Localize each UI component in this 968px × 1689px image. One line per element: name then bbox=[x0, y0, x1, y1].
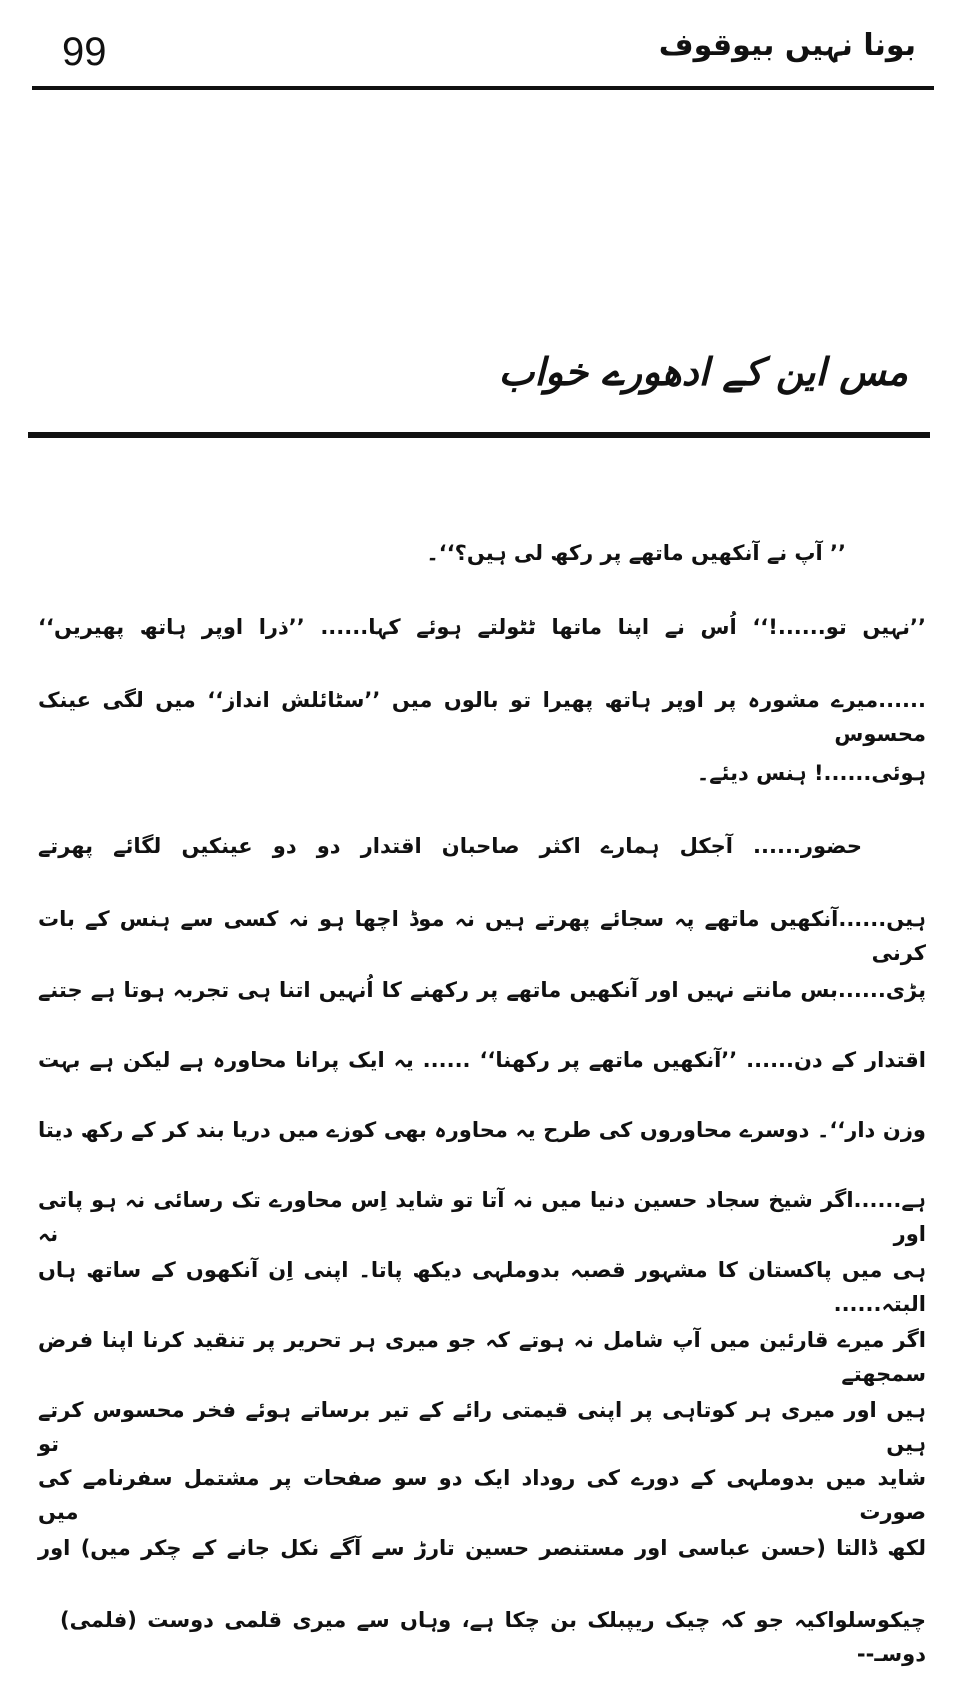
text-line: وزن دار‘‘۔ دوسرے محاوروں کی طرح یہ محاورہ بھی کوزے میں دریا بند کر کے رکھ دیتا bbox=[38, 1118, 926, 1142]
text-line: حضور...... آجکل ہمارے اکثر صاحبان اقتدار دو دو عینکیں لگائے پھرتے bbox=[38, 834, 862, 858]
text-line: اقتدار کے دن...... ’’آنکھیں ماتھے پر رکھنا‘‘ ...... یہ ایک پرانا محاورہ ہے لیکن ہے بہت bbox=[38, 1048, 926, 1072]
page-number: 99 bbox=[62, 30, 107, 74]
text-line: ہے......اگر شیخ سجاد حسین دنیا میں نہ آتا تو شاید اِس محاورے تک رسائی نہ ہو پاتی اور نہ bbox=[38, 1188, 926, 1246]
text-line: ’’نہیں تو......!‘‘ اُس نے اپنا ماتھا ٹٹولتے ہوئے کہا...... ’’ذرا اوپر ہاتھ پھیریں‘‘ bbox=[38, 615, 926, 639]
text-line: اگر میرے قارئین میں آپ شامل نہ ہوتے کہ جو میری ہر تحریر پر تنقید کرنا اپنا فرض سمجھتے bbox=[38, 1328, 926, 1386]
text-line: ہیں......آنکھیں ماتھے پہ سجائے پھرتے ہیں نہ موڈ اچھا ہو نہ کسی سے ہنس کے بات کرنی bbox=[38, 907, 926, 965]
text-line: ہوئی......! ہنس دیئے۔ bbox=[696, 761, 926, 785]
text-line: ’’ آپ نے آنکھیں ماتھے پر رکھ لی ہیں؟‘‘۔ bbox=[426, 541, 846, 565]
header-divider bbox=[32, 86, 934, 90]
running-title: بونا نہیں بیوقوف bbox=[658, 28, 916, 63]
chapter-title-divider bbox=[28, 432, 930, 438]
text-line: چیکوسلواکیہ جو کہ چیک ریپبلک بن چکا ہے، وہاں سے میری قلمی دوست (فلمی) دوسـ-- bbox=[60, 1608, 926, 1666]
text-line: ہی میں پاکستان کا مشہور قصبہ بدوملہی دیکھ پاتا۔ اپنی اِن آنکھوں کے ساتھ ہاں البتہ...... bbox=[38, 1258, 926, 1316]
text-line: شاید میں بدوملہی کے دورے کی روداد ایک دو سو صفحات پر مشتمل سفرنامے کی صورت میں bbox=[38, 1466, 926, 1524]
text-line: ہیں اور میری ہر کوتاہی پر اپنی قیمتی رائے کے تیر برساتے ہوئے فخر محسوس کرتے ہیں تو bbox=[38, 1398, 926, 1456]
text-line: ......میرے مشورہ پر اوپر ہاتھ پھیرا تو بالوں میں ’’سٹائلش انداز‘‘ میں لگی عینک محسوس bbox=[38, 688, 926, 746]
chapter-title: مس این کے ادھورے خواب bbox=[498, 350, 908, 394]
text-line: لکھ ڈالتا (حسن عباسی اور مستنصر حسین تارڑ سے آگے نکل جانے کے چکر میں) اور bbox=[38, 1536, 926, 1560]
text-line: پڑی......بس مانتے نہیں اور آنکھیں ماتھے پر رکھنے کا اُنہیں اتنا ہی تجربہ ہوتا ہے جتنے bbox=[38, 978, 926, 1002]
